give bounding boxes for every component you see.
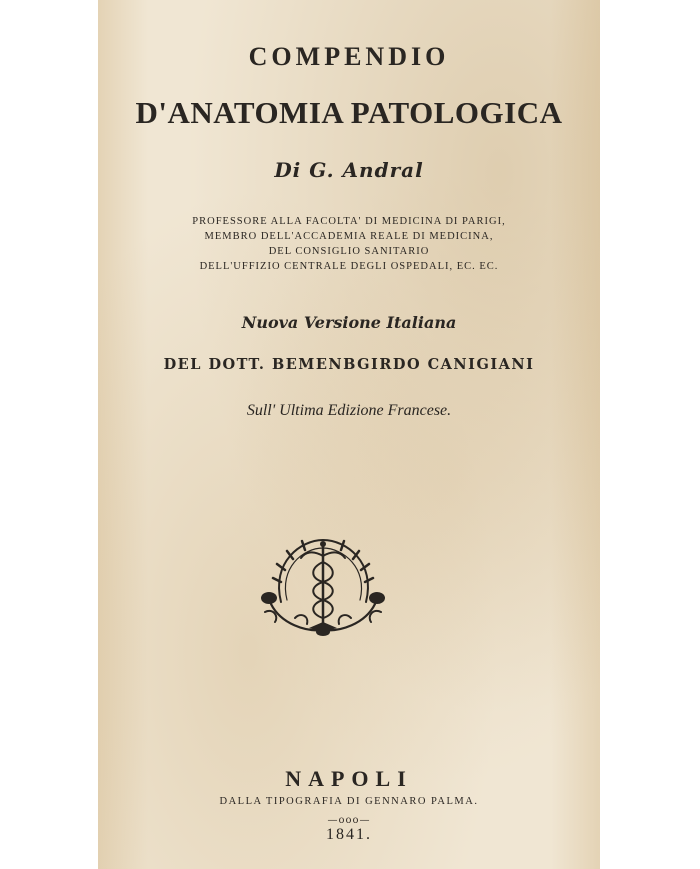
translator-line: DEL DOTT. BEMENBGIRDO CANIGIANI — [163, 356, 535, 373]
title-page — [98, 0, 600, 869]
credential-line-2: MEMBRO DELL'ACCADEMIA REALE DI MEDICINA, — [204, 231, 494, 242]
title-line-1: COMPENDIO — [248, 42, 450, 71]
author-name: Di G. Andral — [274, 158, 424, 182]
imprint-city: NAPOLI — [285, 766, 413, 791]
imprint-press: DALLA TIPOGRAFIA DI GENNARO PALMA. — [219, 796, 479, 807]
imprint-ornament: —ooo— — [327, 815, 371, 826]
edition-note: Sull' Ultima Edizione Francese. — [246, 402, 452, 419]
caduceus-wreath-emblem-icon — [251, 532, 396, 642]
title-line-2: D'ANATOMIA PATOLOGICA — [135, 95, 563, 130]
credential-line-4: DELL'UFFIZIO CENTRALE DEGLI OSPEDALI, EC. EC. — [199, 261, 499, 272]
credential-line-1: PROFESSORE ALLA FACOLTA' DI MEDICINA DI PARIGI, — [192, 216, 506, 227]
credential-line-3: DEL CONSIGLIO SANITARIO — [268, 246, 430, 257]
version-note: Nuova Versione Italiana — [241, 313, 457, 332]
imprint-year: 1841. — [326, 826, 372, 843]
